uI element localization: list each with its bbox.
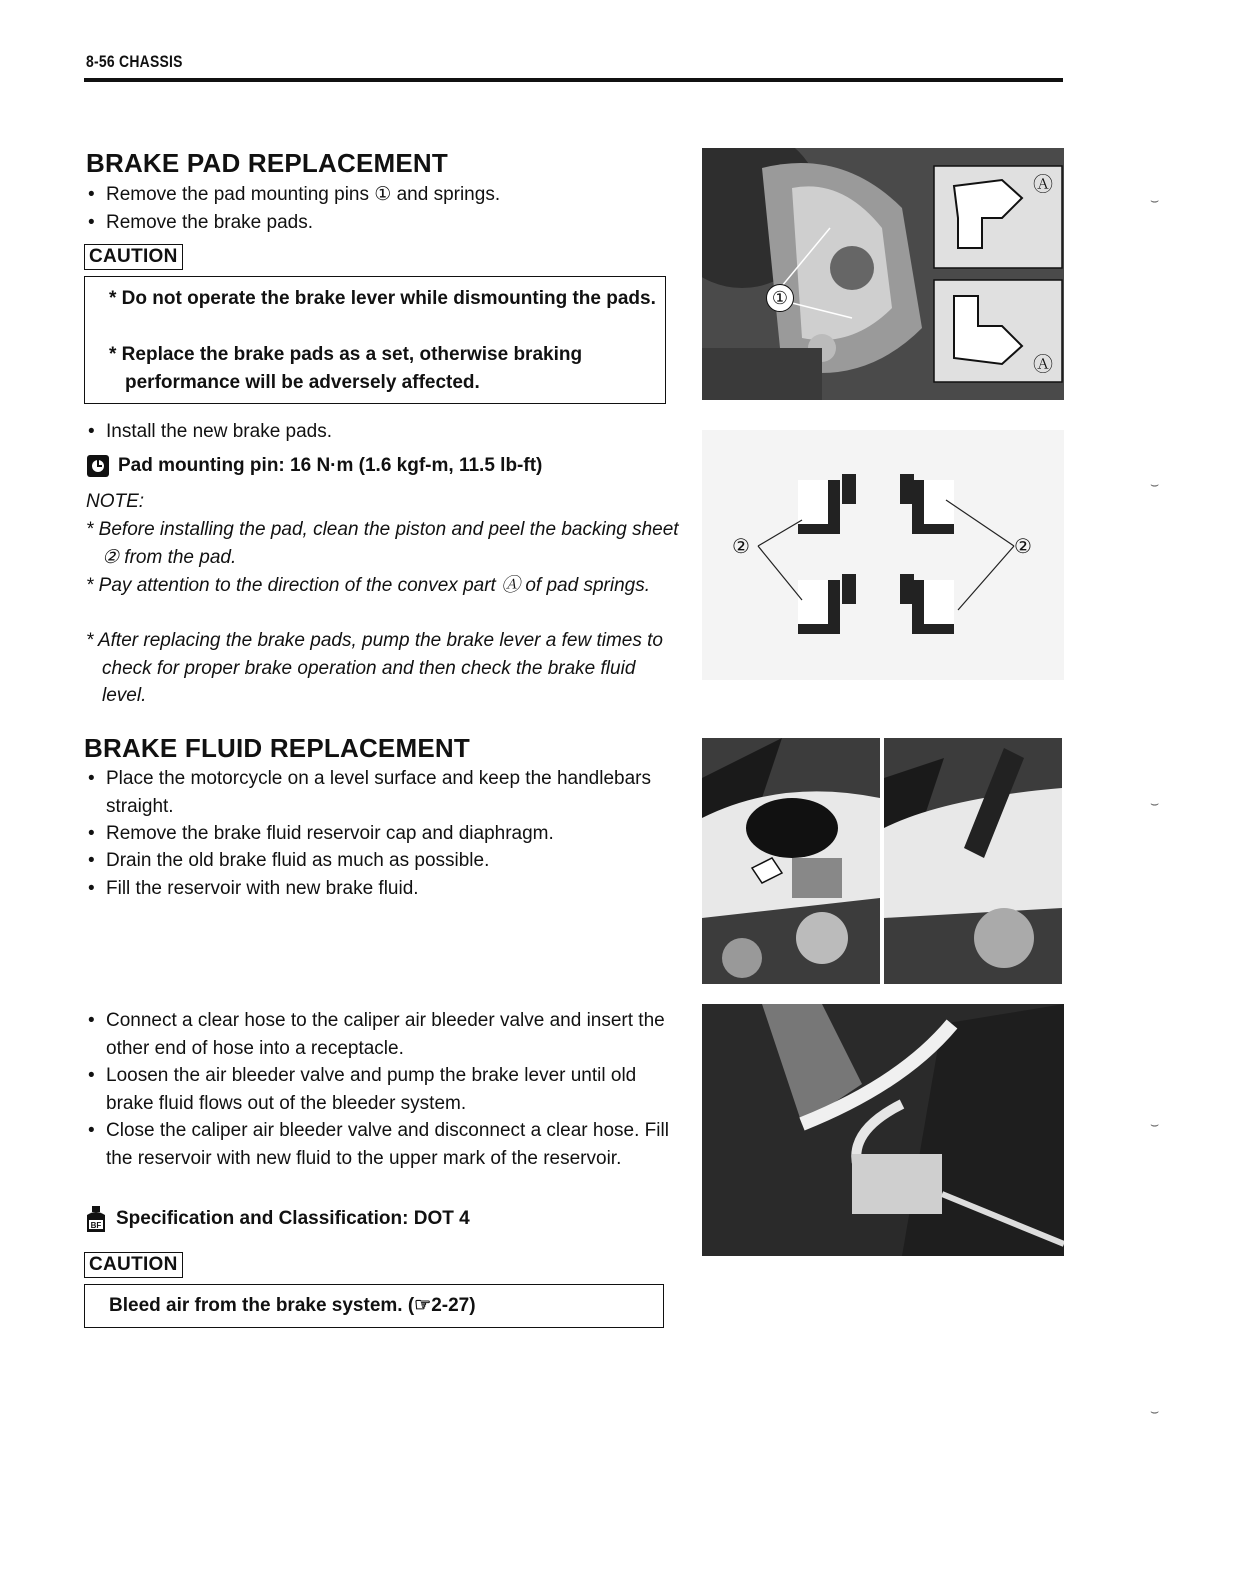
callout-1: ① (766, 284, 794, 312)
note-item: * Before installing the pad, clean the piston and peel the backing sheet ② from the pad. (86, 519, 679, 568)
torque-spec: Pad mounting pin: 16 N·m (1.6 kgf-m, 11.5 lb-ft) (118, 455, 543, 476)
margin-mark: ⌣ (1150, 476, 1160, 492)
bleeder-hose-photo (702, 1004, 1064, 1256)
callout-A: Ⓐ (1033, 174, 1053, 196)
note-item: * After replacing the brake pads, pump the brake lever a few times to check for proper brake operation and then check the brake fluid level. (86, 630, 663, 706)
brake-fluid-bottle-icon (84, 1205, 108, 1233)
torque-wrench-icon (86, 454, 110, 478)
fluid-spec: Specification and Classification: DOT 4 (116, 1208, 470, 1229)
caution-label: CAUTION (84, 244, 183, 270)
caution-box (84, 276, 666, 404)
svg-text:BF: BF (90, 1221, 102, 1230)
caution-label: CAUTION (84, 1252, 183, 1278)
margin-mark: ⌣ (1150, 1116, 1160, 1132)
caution-item: * Replace the brake pads as a set, otherwise braking performance will be adversely affected. (109, 344, 583, 393)
section-title-brake-fluid: BRAKE FLUID REPLACEMENT (84, 733, 470, 763)
margin-mark: ⌣ (1150, 1403, 1160, 1419)
reservoir-photo-left (702, 738, 880, 984)
note-label: NOTE: (86, 491, 145, 512)
caliper-photo (702, 148, 1064, 400)
fluid-spec-row (84, 1205, 470, 1233)
bullet-remove-pads: • Remove the brake pads. (88, 209, 691, 237)
brake-pads-figure (702, 430, 1064, 680)
bullet-remove-cap: • Remove the brake fluid reservoir cap and diaphragm. (88, 820, 691, 848)
caution-box (84, 1284, 664, 1328)
bullet-connect-hose: • Connect a clear hose to the caliper air bleeder valve and insert the other end of hose into a receptacle. (88, 1007, 688, 1062)
bullet-close-valve: • Close the caliper air bleeder valve and disconnect a clear hose. Fill the reservoir with new fluid to the upper mark of the reservoir. (88, 1117, 688, 1172)
callout-A: Ⓐ (1033, 354, 1053, 376)
caution-bleed-text: Bleed air from the brake system. (☞2-27) (109, 1295, 476, 1316)
torque-spec-row (86, 454, 542, 478)
reservoir-photo-right (884, 738, 1062, 984)
bullet-loosen-valve: • Loosen the air bleeder valve and pump the brake lever until old brake fluid flows out of the bleeder system. (88, 1062, 688, 1117)
header-rule (84, 78, 1063, 82)
callout-2: ② (732, 536, 750, 558)
bullet-remove-pins: • Remove the pad mounting pins ① and springs. (88, 181, 691, 209)
margin-mark: ⌣ (1150, 795, 1160, 811)
margin-mark: ⌣ (1150, 192, 1160, 208)
bullet-install-pads: • Install the new brake pads. (88, 418, 691, 446)
bullet-fill-reservoir: • Fill the reservoir with new brake fluid. (88, 875, 691, 903)
callout-2: ② (1014, 536, 1032, 558)
bullet-drain-fluid: • Drain the old brake fluid as much as possible. (88, 847, 691, 875)
note-item: * Pay attention to the direction of the convex part Ⓐ of pad springs. (86, 575, 650, 596)
page-header: 8-56 CHASSIS (86, 52, 183, 71)
section-title-brake-pad: BRAKE PAD REPLACEMENT (86, 148, 448, 178)
caution-item: * Do not operate the brake lever while dismounting the pads. (109, 288, 656, 309)
bullet-level-surface: • Place the motorcycle on a level surface and keep the handlebars straight. (88, 765, 688, 820)
